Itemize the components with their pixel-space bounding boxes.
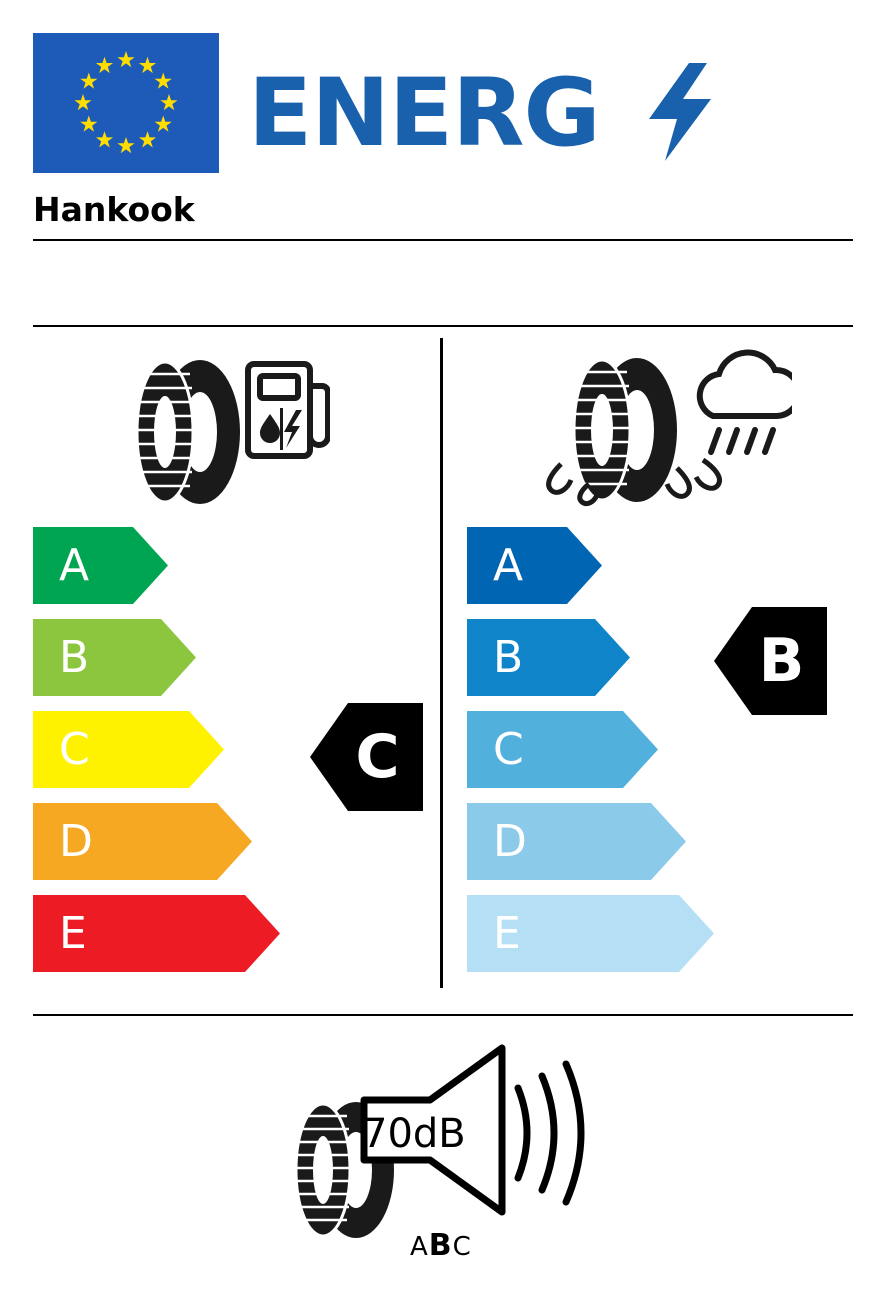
fuel-grade-e [33,895,280,972]
tire-icon [568,358,677,502]
wet-grip-scale [467,527,714,987]
energy-wordmark-text: ENERG [248,59,600,168]
wet-grade-row [467,803,714,880]
wet-grade-b-letter: B [493,631,524,683]
wet-grade-b [467,619,714,696]
noise-class-indicator [410,1228,472,1263]
divider-bottom [33,1014,853,1016]
lightning-bolt-icon [645,63,715,161]
fuel-grade-row [33,527,280,604]
sound-waves-icon [518,1064,581,1202]
fuel-grade-row [33,711,280,788]
fuel-pump-icon [248,364,328,456]
fuel-efficiency-icons [120,352,330,512]
wet-grade-c-letter: C [493,723,524,775]
wet-grip-result [714,607,827,715]
divider-vertical [440,338,443,988]
brand-name: Hankook [33,190,195,229]
eu-flag-icon [33,33,219,173]
wet-grade-d-letter: D [493,815,527,867]
divider-top [33,239,853,241]
noise-class-c: C [452,1232,472,1262]
energy-wordmark [248,59,600,168]
wet-grade-a-letter: A [493,539,524,591]
wet-grade-e-letter: E [493,907,521,959]
fuel-grade-row [33,803,280,880]
fuel-grade-row [33,895,280,972]
rain-cloud-icon [700,353,792,452]
fuel-grade-c [33,711,280,788]
fuel-grade-a-letter: A [59,539,90,591]
noise-class-a: A [410,1232,429,1262]
divider-second [33,325,853,327]
noise-value: 70dB [362,1111,466,1157]
wet-grip-icons [527,348,792,516]
fuel-grade-c-letter: C [59,723,90,775]
fuel-efficiency-result-letter: C [355,722,400,792]
wet-grip-result-letter: B [758,626,805,696]
fuel-efficiency-result [310,703,423,811]
fuel-grade-e-letter: E [59,907,87,959]
tire-icon [131,360,240,504]
wet-grade-a [467,527,714,604]
wet-grade-e [467,895,714,972]
fuel-grade-row [33,619,280,696]
wet-grade-c [467,711,714,788]
noise-class-b: B [428,1228,453,1263]
wet-grade-row [467,619,714,696]
wet-grade-row [467,711,714,788]
label-header [33,33,853,173]
fuel-grade-b [33,619,280,696]
fuel-efficiency-scale [33,527,280,987]
wet-grade-row [467,895,714,972]
fuel-grade-b-letter: B [59,631,90,683]
fuel-grade-a [33,527,280,604]
fuel-grade-d-letter: D [59,815,93,867]
fuel-grade-d [33,803,280,880]
wet-grade-row [467,527,714,604]
wet-grade-d [467,803,714,880]
